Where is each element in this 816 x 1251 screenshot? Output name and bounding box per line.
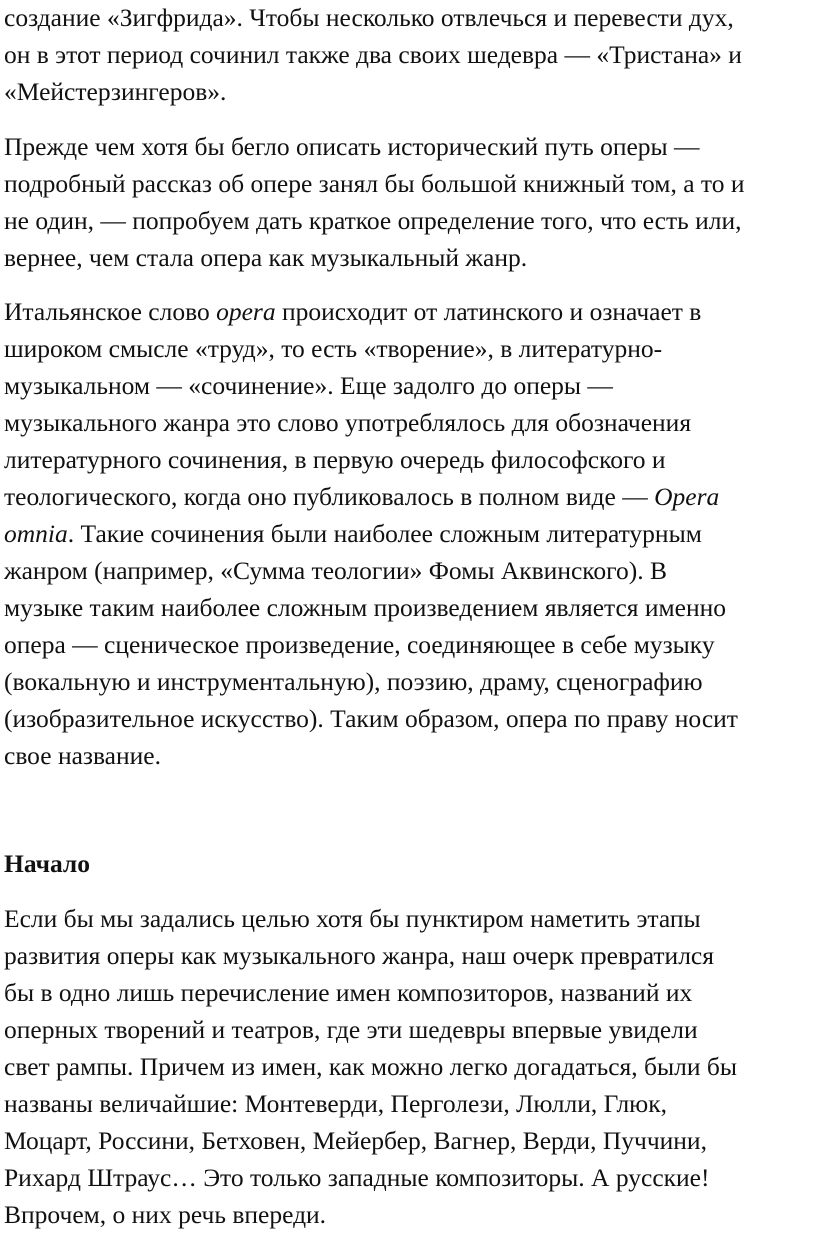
- paragraph-4-line: оперных творений и театров, где эти шедевры впервые увидели: [4, 1015, 698, 1044]
- paragraph-2-line: не один, — попробуем дать краткое определение того, что есть или,: [4, 206, 742, 235]
- paragraph-3-line: [4, 294, 701, 330]
- paragraph-4-line: Если бы мы задались целью хотя бы пунктиром наметить этапы: [4, 904, 701, 933]
- paragraph-3-line: музыкального жанра это слово употреблялось для обозначения: [4, 408, 692, 437]
- paragraph-4-line: Рихард Штраус… Это только западные композиторы. А русские!: [4, 1163, 710, 1192]
- paragraph-4-line: Моцарт, Россини, Бетховен, Мейербер, Вагнер, Верди, Пуччини,: [4, 1126, 707, 1155]
- paragraph-3-line: [4, 516, 702, 552]
- paragraph-1-line: создание «Зигфрида». Чтобы несколько отвлечься и перевести дух,: [4, 3, 734, 32]
- paragraph-3-line: музыкальном — «сочинение». Еще задолго до оперы —: [4, 371, 613, 400]
- paragraph-1-line: «Мейстерзингеров».: [4, 77, 227, 106]
- paragraph-3-text: . Такие сочинения были наиболее сложным литературным: [67, 519, 702, 548]
- paragraph-2-line: вернее, чем стала опера как музыкальный жанр.: [4, 243, 528, 272]
- paragraph-2-line: Прежде чем хотя бы бегло описать исторический путь оперы —: [4, 132, 700, 161]
- paragraph-3-line: жанром (например, «Сумма теологии» Фомы Аквинского). В: [4, 556, 667, 585]
- paragraph-3-line: (вокальную и инструментальную), поэзию, драму, сценографию: [4, 667, 703, 696]
- paragraph-3-line: свое название.: [4, 741, 161, 770]
- italic-term-omnia: omnia: [4, 519, 68, 548]
- paragraph-4-line: свет рампы. Причем из имен, как можно легко догадаться, были бы: [4, 1052, 737, 1081]
- paragraph-4-line: развития оперы как музыкального жанра, наш очерк превратился: [4, 941, 714, 970]
- paragraph-1-line: он в этот период сочинил также два своих шедевра — «Тристана» и: [4, 40, 742, 69]
- paragraph-3-line: (изобразительное искусство). Таким образом, опера по праву носит: [4, 704, 738, 733]
- paragraph-3-line: опера — сценическое произведение, соединяющее в себе музыку: [4, 630, 715, 659]
- paragraph-3-text: происходит от латинского и означает в: [275, 297, 702, 326]
- paragraph-3-line: литературного сочинения, в первую очередь философского и: [4, 445, 666, 474]
- paragraph-4-line: Впрочем, о них речь впереди.: [4, 1200, 327, 1229]
- italic-term-opera-omnia: Opera: [654, 482, 720, 511]
- paragraph-4-line: бы в одно лишь перечисление имен композиторов, названий их: [4, 978, 693, 1007]
- paragraph-3-line: [4, 479, 719, 515]
- paragraph-3-text: Итальянское слово: [4, 297, 217, 326]
- paragraph-2-line: подробный рассказ об опере занял бы большой книжный том, а то и: [4, 169, 745, 198]
- section-heading: Начало: [4, 849, 90, 878]
- paragraph-3-line: широком смысле «труд», то есть «творение», в литературно-: [4, 334, 663, 363]
- paragraph-3-line: музыке таким наиболее сложным произведением является именно: [4, 593, 727, 622]
- italic-term-opera: opera: [216, 297, 276, 326]
- paragraph-4-line: названы величайшие: Монтеверди, Перголези, Люлли, Глюк,: [4, 1089, 667, 1118]
- paragraph-3-text: теологического, когда оно публиковалось в полном виде —: [4, 482, 655, 511]
